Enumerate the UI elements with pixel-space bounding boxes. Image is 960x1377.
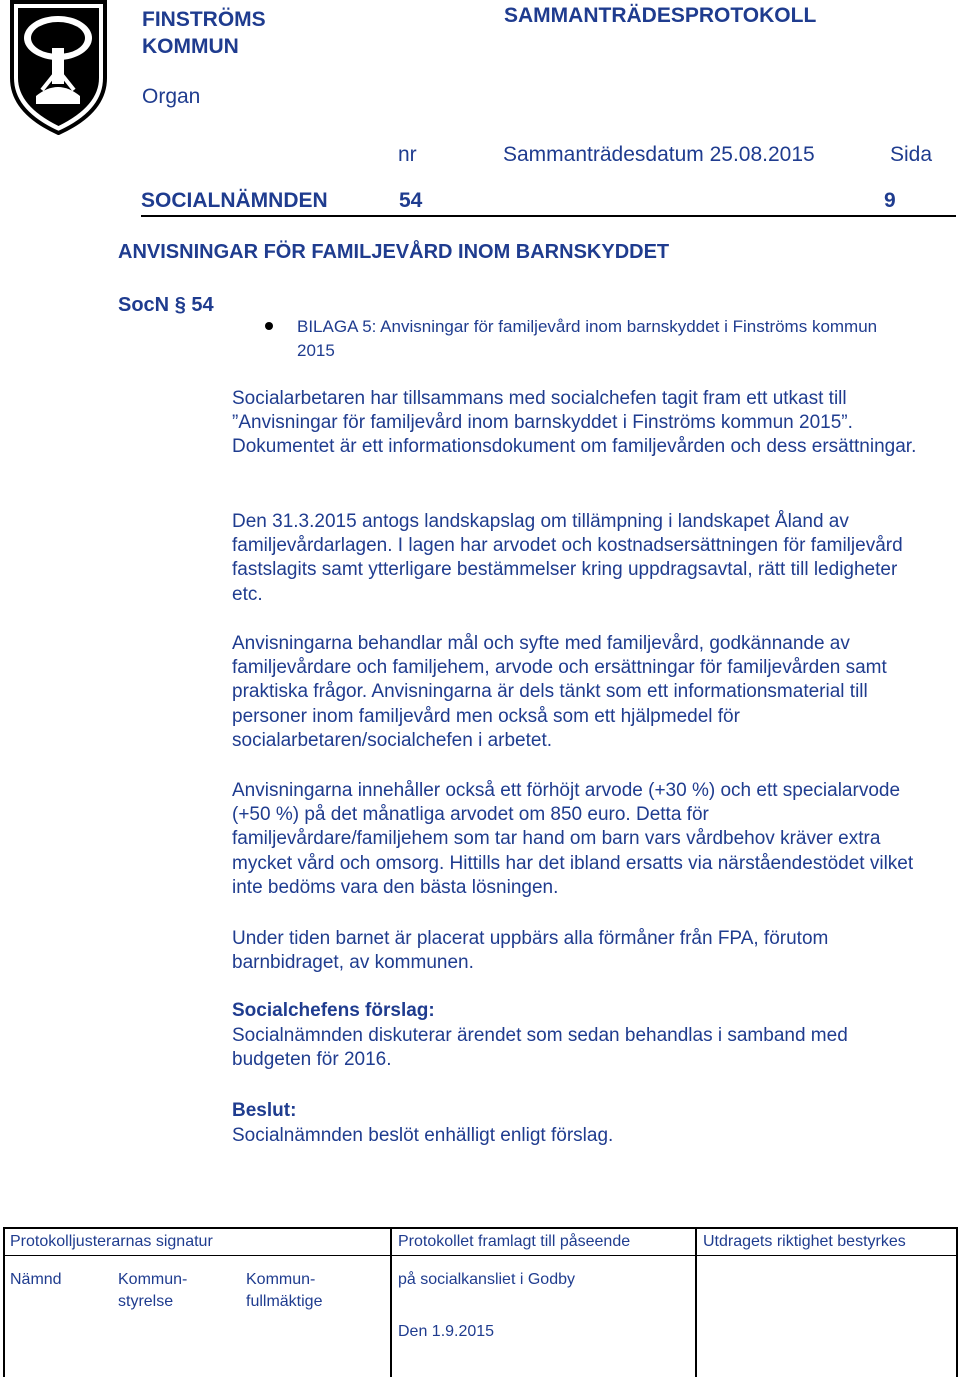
municipality-name bbox=[142, 6, 266, 60]
paragraph-2: Den 31.3.2015 antogs landskapslag om tillämpning i landskapet Åland av familjevårdarlagen. I lagen har arvodet och kostnadsersättningen för familjevård fastslagits samt ytterligare bestämmelser kring uppdragsavtal, rätt till ledigheter etc. bbox=[232, 511, 903, 605]
organ-value: SOCIALNÄMNDEN bbox=[141, 189, 328, 212]
decision-text: Socialnämnden beslöt enhälligt enligt förslag. bbox=[232, 1125, 614, 1146]
nr-label: nr bbox=[398, 143, 417, 166]
signature-kommunfullmäktige bbox=[246, 1269, 322, 1313]
attachment-item: BILAGA 5: Anvisningar för familjevård inom barnskyddet i Finströms kommun 2015 bbox=[297, 317, 878, 360]
section-label: SocN bbox=[118, 294, 170, 316]
sig2-line2: styrelse bbox=[118, 1293, 174, 1310]
footer-rule-top bbox=[3, 1227, 957, 1229]
signature-nämnd: Nämnd bbox=[10, 1271, 62, 1288]
sig3-line2: fullmäktige bbox=[246, 1293, 323, 1310]
decision-heading: Beslut: bbox=[232, 1100, 297, 1121]
footer-col2-title: Protokollet framlagt till påseende bbox=[398, 1233, 631, 1250]
page-value: 9 bbox=[884, 189, 896, 212]
footer-date: Den 1.9.2015 bbox=[398, 1323, 495, 1340]
section-number bbox=[118, 294, 214, 317]
proposal-heading: Socialchefens förslag: bbox=[232, 1000, 435, 1021]
municipality-line2: KOMMUN bbox=[142, 35, 239, 58]
municipality-coat-of-arms bbox=[6, 0, 111, 135]
footer-border-left bbox=[3, 1227, 5, 1377]
footer-col1-title: Protokolljusterarnas signatur bbox=[10, 1233, 213, 1250]
footer-divider-2 bbox=[695, 1227, 697, 1377]
nr-value: 54 bbox=[399, 189, 423, 212]
document-title: ANVISNINGAR FÖR FAMILJEVÅRD INOM BARNSKYDDET bbox=[118, 241, 670, 263]
footer-rule-mid bbox=[3, 1255, 957, 1256]
municipality-line1: FINSTRÖMS bbox=[142, 8, 266, 31]
paragraph-5: Under tiden barnet är placerat uppbärs alla förmåner från FPA, förutom barnbidraget, av kommunen. bbox=[232, 928, 829, 974]
sig3-line1: Kommun- bbox=[246, 1271, 316, 1288]
signature-kommunstyrelse bbox=[118, 1269, 187, 1313]
meeting-date: Sammanträdesdatum 25.08.2015 bbox=[503, 143, 815, 166]
paragraph-3: Anvisningarna behandlar mål och syfte med familjevård, godkännande av familjevårdare och familjehem, arvode och ersättningar för familjevården samt praktiska frågor. Anvisningarna är dels tänkt som ett informationsmaterial till personer inom familjevård men också som ett hjälpmedel för socialarbetaren/socialchefen i arbetet. bbox=[232, 633, 887, 751]
page-label: Sida bbox=[890, 143, 933, 166]
footer-col3-title: Utdragets riktighet bestyrkes bbox=[703, 1233, 906, 1250]
organ-label: Organ bbox=[142, 85, 201, 108]
paragraph-1: Socialarbetaren har tillsammans med socialchefen tagit fram ett utkast till ”Anvisningar för familjevård inom barnskyddet i Finströms kommun 2015”. Dokumentet är ett informationsdokument om familjevården och dess ersättningar. bbox=[232, 388, 917, 458]
proposal-text: Socialnämnden diskuterar ärendet som sedan behandlas i samband med budgeten för 2016. bbox=[232, 1025, 848, 1071]
footer-place: på socialkansliet i Godby bbox=[398, 1271, 575, 1288]
sig2-line1: Kommun- bbox=[118, 1271, 188, 1288]
footer-border-right bbox=[956, 1227, 958, 1377]
header-rule bbox=[141, 215, 956, 217]
bullet-icon bbox=[265, 322, 273, 330]
section-value: 54 bbox=[191, 294, 214, 316]
paragraph-4: Anvisningarna innehåller också ett förhöjt arvode (+30 %) och ett specialarvode (+50 %) på det månatliga arvodet om 850 euro. Detta för familjevårdare/familjehem som tar hand om barn vars vårdbehov kräver extra mycket vård och omsorg. Hittills har det ibland ersatts via närståendestödet vilket inte bedöms vara den bästa lösningen. bbox=[232, 780, 914, 898]
document-type: SAMMANTRÄDESPROTOKOLL bbox=[504, 4, 817, 27]
section-sign: § bbox=[174, 294, 186, 316]
footer-divider-1 bbox=[390, 1227, 392, 1377]
